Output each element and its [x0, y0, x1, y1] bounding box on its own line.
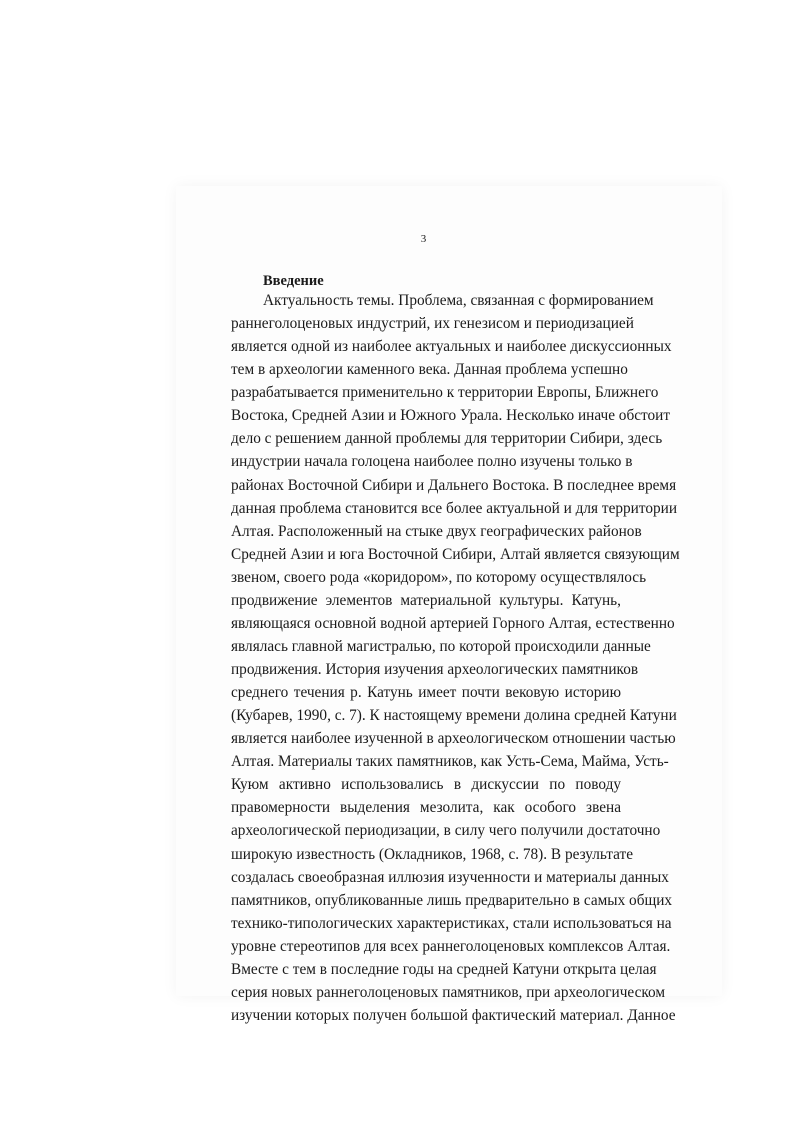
text-line: изучении которых получен большой фактический материал. Данное — [231, 1006, 676, 1024]
page-number: 3 — [420, 233, 427, 245]
text-line: продвижение элементов материальной культуры. Катунь, — [231, 591, 621, 609]
text-line: Актуальность темы. Проблема, связанная с формированием — [263, 292, 654, 309]
text-line: правомерности выделения мезолита, как особого звена — [231, 799, 621, 817]
text-line: технико-типологических характеристиках, стали использоваться на — [231, 914, 672, 932]
text-line: является наиболее изученной в археологическом отношении частью — [231, 730, 676, 748]
text-line: тем в археологии каменного века. Данная проблема успешно — [231, 361, 628, 379]
text-line: Алтая. Материалы таких памятников, как Усть-Сема, Майма, Усть- — [231, 753, 669, 771]
text-line: индустрии начала голоцена наиболее полно изучены только в — [231, 453, 633, 471]
text-line: являющаяся основной водной артерией Горного Алтая, естественно — [231, 614, 675, 632]
text-line: уровне стереотипов для всех раннеголоценовых комплексов Алтая. — [231, 937, 671, 955]
text-line: продвижения. История изучения археологических памятников — [231, 661, 639, 678]
text-line: Востока, Средней Азии и Южного Урала. Несколько иначе обстоит — [231, 407, 671, 425]
text-line: дело с решением данной проблемы для территории Сибири, здесь — [231, 430, 663, 448]
text-line: данная проблема становится все более актуальной и для территории — [231, 499, 678, 517]
section-heading: Введение — [263, 273, 324, 289]
text-line: разрабатывается применительно к территории Европы, Ближнего — [231, 384, 659, 402]
text-line: является одной из наиболее актуальных и наиболее дискуссионных — [231, 338, 672, 356]
text-line: (Кубарев, 1990, с. 7). К настоящему времени долина средней Катуни — [231, 707, 677, 725]
text-line: Алтая. Расположенный на стыке двух географических районов — [231, 522, 642, 540]
text-line: широкую известность (Окладников, 1968, с. 78). В результате — [231, 845, 634, 863]
text-line: Вместе с тем в последние годы на средней Катуни открыта целая — [231, 960, 657, 978]
text-line: археологической периодизации, в силу чего получили достаточно — [231, 822, 661, 840]
text-line: среднего течения р. Катунь имеет почти вековую историю — [231, 684, 621, 702]
text-line: серия новых раннеголоценовых памятников, при археологическом — [231, 983, 666, 1001]
text-line: являлась главной магистралью, по которой происходили данные — [231, 637, 651, 655]
text-line: раннеголоценовых индустрий, их генезисом и периодизацией — [231, 315, 634, 333]
text-line: Куюм активно использовались в дискуссии по поводу — [231, 776, 621, 794]
text-line: звеном, своего рода «коридором», по которому осуществлялось — [231, 568, 647, 586]
text-line: создалась своеобразная иллюзия изученности и материалы данных — [231, 868, 669, 886]
text-line: районах Восточной Сибири и Дальнего Востока. В последнее время — [231, 476, 677, 494]
text-line: памятников, опубликованные лишь предварительно в самых общих — [231, 891, 673, 909]
text-line: Средней Азии и юга Восточной Сибири, Алтай является связующим — [231, 545, 680, 563]
body-text — [231, 289, 680, 1027]
